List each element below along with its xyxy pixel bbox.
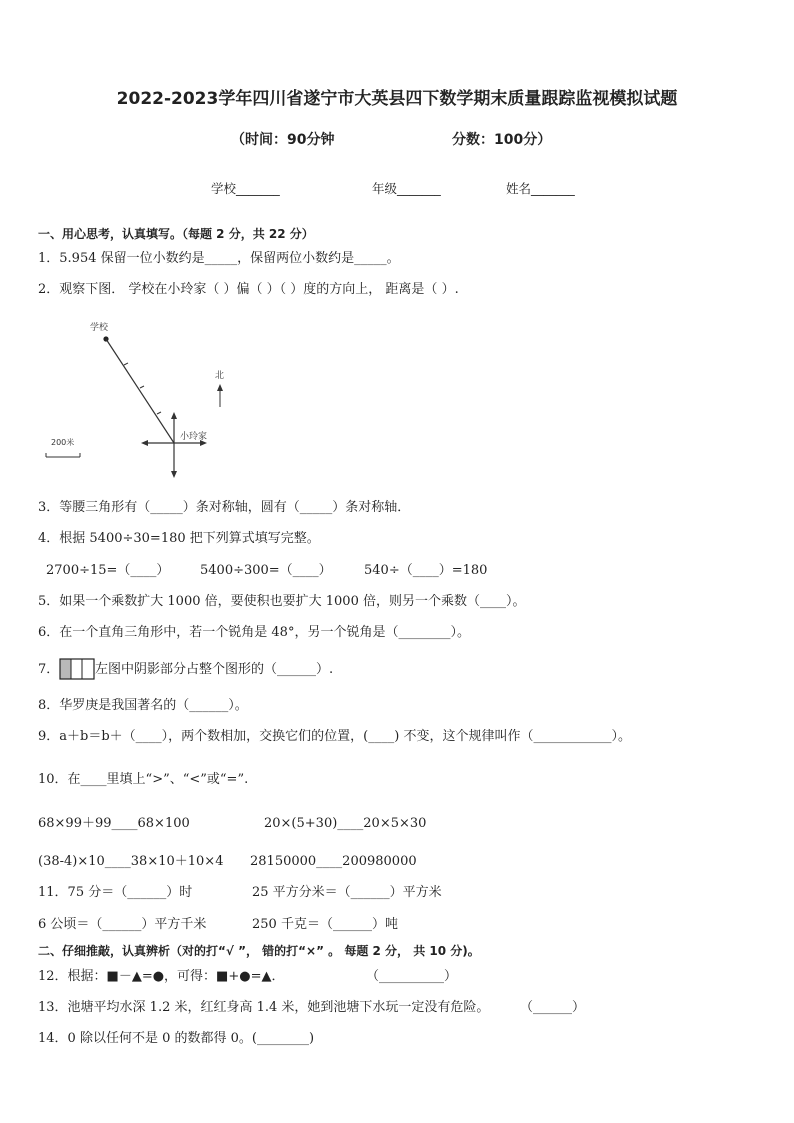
section-2-heading: 二、仔细推敲，认真辨析（对的打“√ ”， 错的打“×” 。 每题 2 分， 共 10 分)。 (38, 944, 480, 958)
section-1-heading: 一、用心思考，认真填写。（每题 2 分，共 22 分） (38, 227, 314, 241)
question-7: 左图中阴影部分占整个图形的（______）. (95, 662, 334, 677)
question-4a: 2700÷15=（____） (46, 563, 170, 578)
page-title: 2022-2023学年四川省遂宁市大英县四下数学期末质量跟踪监视模拟试题 (116, 89, 678, 109)
question-9: 9．a＋b＝b＋（____），两个数相加，交换它们的位置，(____) 不变，这个规律叫作（____________）。 (38, 729, 631, 744)
question-10d: 28150000____200980000 (250, 854, 417, 869)
question-10a: 68×99＋99____68×100 (38, 816, 190, 831)
question-11d: 250 千克＝（______）吨 (252, 917, 398, 932)
path-line (106, 339, 174, 443)
question-10c: (38-4)×10____38×10＋10×4 (38, 854, 224, 869)
question-14: 14．0 除以任何不是 0 的数都得 0。(________) (38, 1031, 315, 1046)
question-11c: 6 公顷＝（______）平方千米 (38, 917, 207, 932)
question-7-number: 7． (38, 662, 60, 677)
question-13: 13．池塘平均水深 1.2 米，红红身高 1.4 米，她到池塘下水玩一定没有危险。 (38, 1000, 490, 1015)
tick-mark (140, 386, 144, 388)
question-4c: 540÷（____）=180 (364, 563, 488, 578)
arrow-up-icon (171, 412, 177, 419)
arrow-down-icon (171, 471, 177, 478)
question-13-blank: （______） (520, 1000, 586, 1015)
north-arrow-icon (217, 384, 223, 391)
arrow-left-icon (141, 440, 148, 446)
exam-score: 分数：100分） (452, 132, 552, 148)
direction-diagram (40, 315, 240, 480)
question-6: 6．在一个直角三角形中，若一个锐角是 48°，另一个锐角是（________）。 (38, 625, 470, 640)
name-field: 姓名_______ (506, 181, 575, 196)
question-5: 5．如果一个乘数扩大 1000 倍，要使积也要扩大 1000 倍，则另一个乘数（____）。 (38, 594, 526, 609)
question-10: 10．在____里填上“>”、“<”或“=”. (38, 772, 249, 787)
question-10b: 20×(5+30)____20×5×30 (264, 816, 427, 831)
question-4b: 5400÷300=（____） (200, 563, 332, 578)
tick-mark (157, 412, 161, 414)
exam-time: （时间：90分钟 (231, 132, 335, 148)
shaded-part (60, 659, 71, 679)
question-4: 4．根据 5400÷30=180 把下列算式填写完整。 (38, 531, 320, 546)
question-11b: 25 平方分米＝（______）平方米 (252, 885, 442, 900)
question-3: 3．等腰三角形有（_____）条对称轴，圆有（_____）条对称轴． (38, 500, 411, 515)
school-label: 学校 (90, 323, 109, 333)
question-1: 1．5.954 保留一位小数约是_____，保留两位小数约是_____。 (38, 251, 400, 266)
question-8: 8．华罗庚是我国著名的（______）。 (38, 698, 248, 713)
shaded-rectangle-figure (59, 658, 95, 680)
north-label: 北 (215, 371, 225, 381)
school-field: 学校_______ (211, 181, 280, 196)
question-12: 12．根据：■－▲=●，可得：■+●=▲． (38, 969, 285, 984)
grade-field: 年级_______ (372, 181, 441, 196)
question-12-blank: （__________） (366, 969, 458, 984)
scale-label: 200米 (51, 438, 75, 447)
home-label: 小玲家 (180, 432, 208, 442)
question-2: 2．观察下图． 学校在小玲家（ ）偏（ ）（ ）度的方向上， 距离是（ ）. (38, 282, 459, 297)
tick-mark (124, 363, 128, 365)
question-11a: 11．75 分＝（______）时 (38, 885, 193, 900)
